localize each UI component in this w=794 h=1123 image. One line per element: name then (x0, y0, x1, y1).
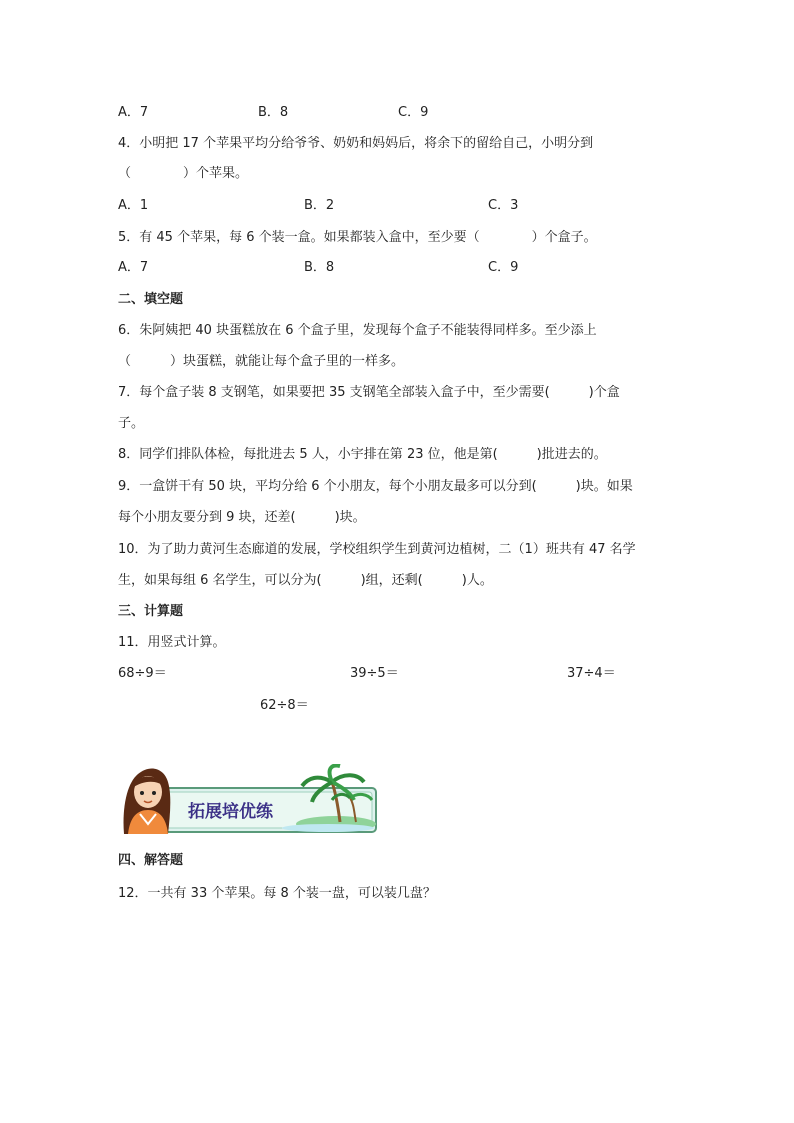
q5-option-b: B．8 (304, 260, 335, 275)
q8-text: 8．同学们排队体检，每批进去 5 人，小宇排在第 23 位，他是第( )批进去的。 (118, 447, 607, 462)
q3-option-c: C．9 (398, 105, 429, 120)
q5-option-c: C．9 (488, 260, 519, 275)
q11-text: 11．用竖式计算。 (118, 635, 226, 650)
q11-item-2: 39÷5＝ (350, 666, 399, 681)
q5-text: 5．有 45 个苹果，每 6 个装一盒。如果都装入盒中，至少要（ ）个盒子。 (118, 230, 597, 245)
q4-option-c: C．3 (488, 198, 519, 213)
q11-item-1: 68÷9＝ (118, 666, 167, 681)
q7-text-line1: 7．每个盒子装 8 支钢笔，如果要把 35 支钢笔全部装入盒子中，至少需要( )个盒 (118, 385, 620, 400)
q12-text: 12．一共有 33 个苹果。每 8 个装一盘，可以装几盘？ (118, 886, 436, 901)
q4-option-b: B．2 (304, 198, 335, 213)
q5-option-a: A．7 (118, 260, 149, 275)
q11-item-4: 62÷8＝ (260, 698, 309, 713)
q6-text-line1: 6．朱阿姨把 40 块蛋糕放在 6 个盒子里，发现每个盒子不能装得同样多。至少添上 (118, 323, 597, 338)
q7-text-line2: 子。 (118, 416, 145, 431)
q9-text-line1: 9．一盒饼干有 50 块，平均分给 6 个小朋友，每个小朋友最多可以分到( )块。如果 (118, 479, 633, 494)
q6-text-line2: （ ）块蛋糕，就能让每个盒子里的一样多。 (118, 354, 405, 369)
extension-practice-banner (118, 764, 380, 836)
q3-option-b: B．8 (258, 105, 289, 120)
q10-text-line2: 生，如果每组 6 名学生，可以分为( )组，还剩( )人。 (118, 573, 493, 588)
section4-title: 四、解答题 (118, 853, 184, 868)
banner-graphic (118, 764, 380, 836)
q9-text-line2: 每个小朋友要分到 9 块，还差( )块。 (118, 510, 366, 525)
q4-text-line1: 4．小明把 17 个苹果平均分给爷爷、奶奶和妈妈后，将余下的留给自己，小明分到 (118, 136, 594, 151)
banner-title: 拓展培优练 (188, 802, 273, 822)
q4-text-line2: （ ）个苹果。 (118, 166, 249, 181)
q11-item-3: 37÷4＝ (567, 666, 616, 681)
section2-title: 二、填空题 (118, 292, 184, 307)
q3-option-a: A．7 (118, 105, 149, 120)
q10-text-line1: 10．为了助力黄河生态廊道的发展，学校组织学生到黄河边植树，二（1）班共有 47 名学 (118, 542, 636, 557)
section3-title: 三、计算题 (118, 604, 184, 619)
girl-character-icon (124, 768, 171, 834)
q4-option-a: A．1 (118, 198, 149, 213)
